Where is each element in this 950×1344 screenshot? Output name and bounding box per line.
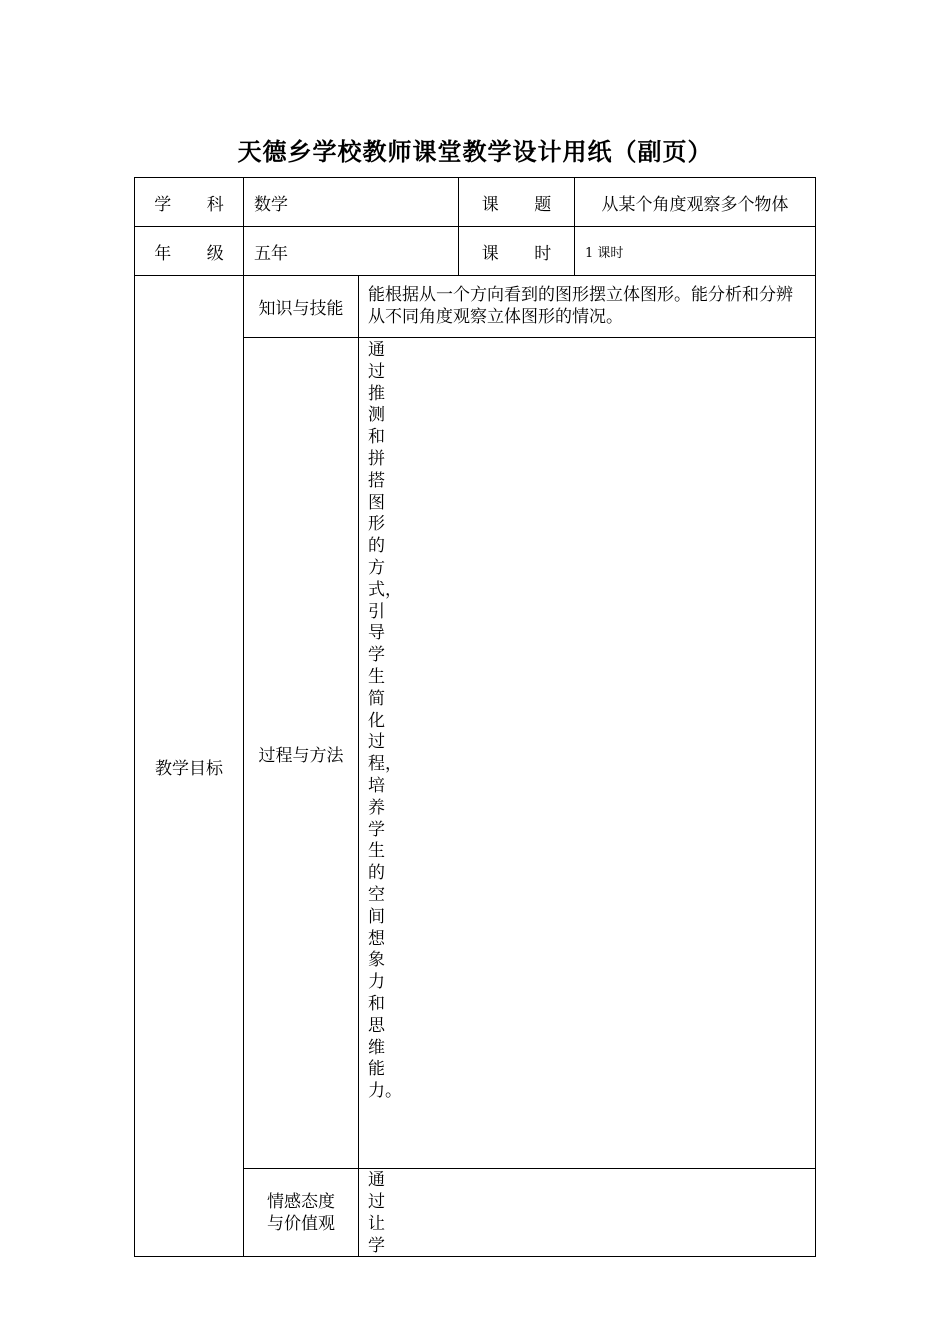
hours-label-cell	[459, 227, 575, 276]
lesson-plan-table	[134, 177, 816, 1257]
page-title: 天德乡学校教师课堂教学设计用纸（副页）	[237, 137, 713, 166]
hours-value-cell	[575, 227, 816, 276]
process-text: 通过推测和拼搭图形的方式，引导学生简化过程，培养学生的空间想象力和思维能力。	[368, 340, 402, 1102]
emotion-text-cell	[359, 1169, 816, 1257]
subject-label: 学 科	[154, 194, 224, 215]
knowledge-text-cell	[359, 276, 816, 338]
subject-value-cell	[244, 178, 459, 227]
grade-label: 年 级	[154, 243, 224, 264]
topic-label: 课 题	[481, 194, 552, 215]
grade-value-cell	[244, 227, 459, 276]
process-text-cell	[359, 338, 816, 1169]
emotion-label-cell	[244, 1169, 359, 1257]
grade-value: 五年	[254, 243, 288, 264]
subject-row	[135, 178, 816, 227]
hours-label: 课 时	[481, 243, 552, 264]
objectives-label: 教学目标	[155, 758, 223, 779]
hours-value: 1 课时	[585, 245, 624, 261]
subject-label-cell	[135, 178, 244, 227]
knowledge-row	[135, 276, 816, 338]
knowledge-label: 知识与技能	[258, 299, 344, 319]
process-label: 过程与方法	[258, 745, 344, 766]
knowledge-label-cell	[244, 276, 359, 338]
topic-label-cell	[459, 178, 575, 227]
emotion-text: 通过让学	[368, 1170, 385, 1255]
objectives-label-cell	[135, 276, 244, 1257]
grade-row	[135, 227, 816, 276]
grade-label-cell	[135, 227, 244, 276]
topic-value: 从某个角度观察多个物体	[601, 194, 789, 215]
emotion-label: 情感态度与价值观	[267, 1191, 335, 1234]
subject-value: 数学	[254, 194, 288, 215]
process-label-cell	[244, 338, 359, 1169]
topic-value-cell	[575, 178, 816, 227]
knowledge-text: 能根据从一个方向看到的图形摆立体图形。能分析和分辨从不同角度观察立体图形的情况。	[368, 285, 793, 327]
